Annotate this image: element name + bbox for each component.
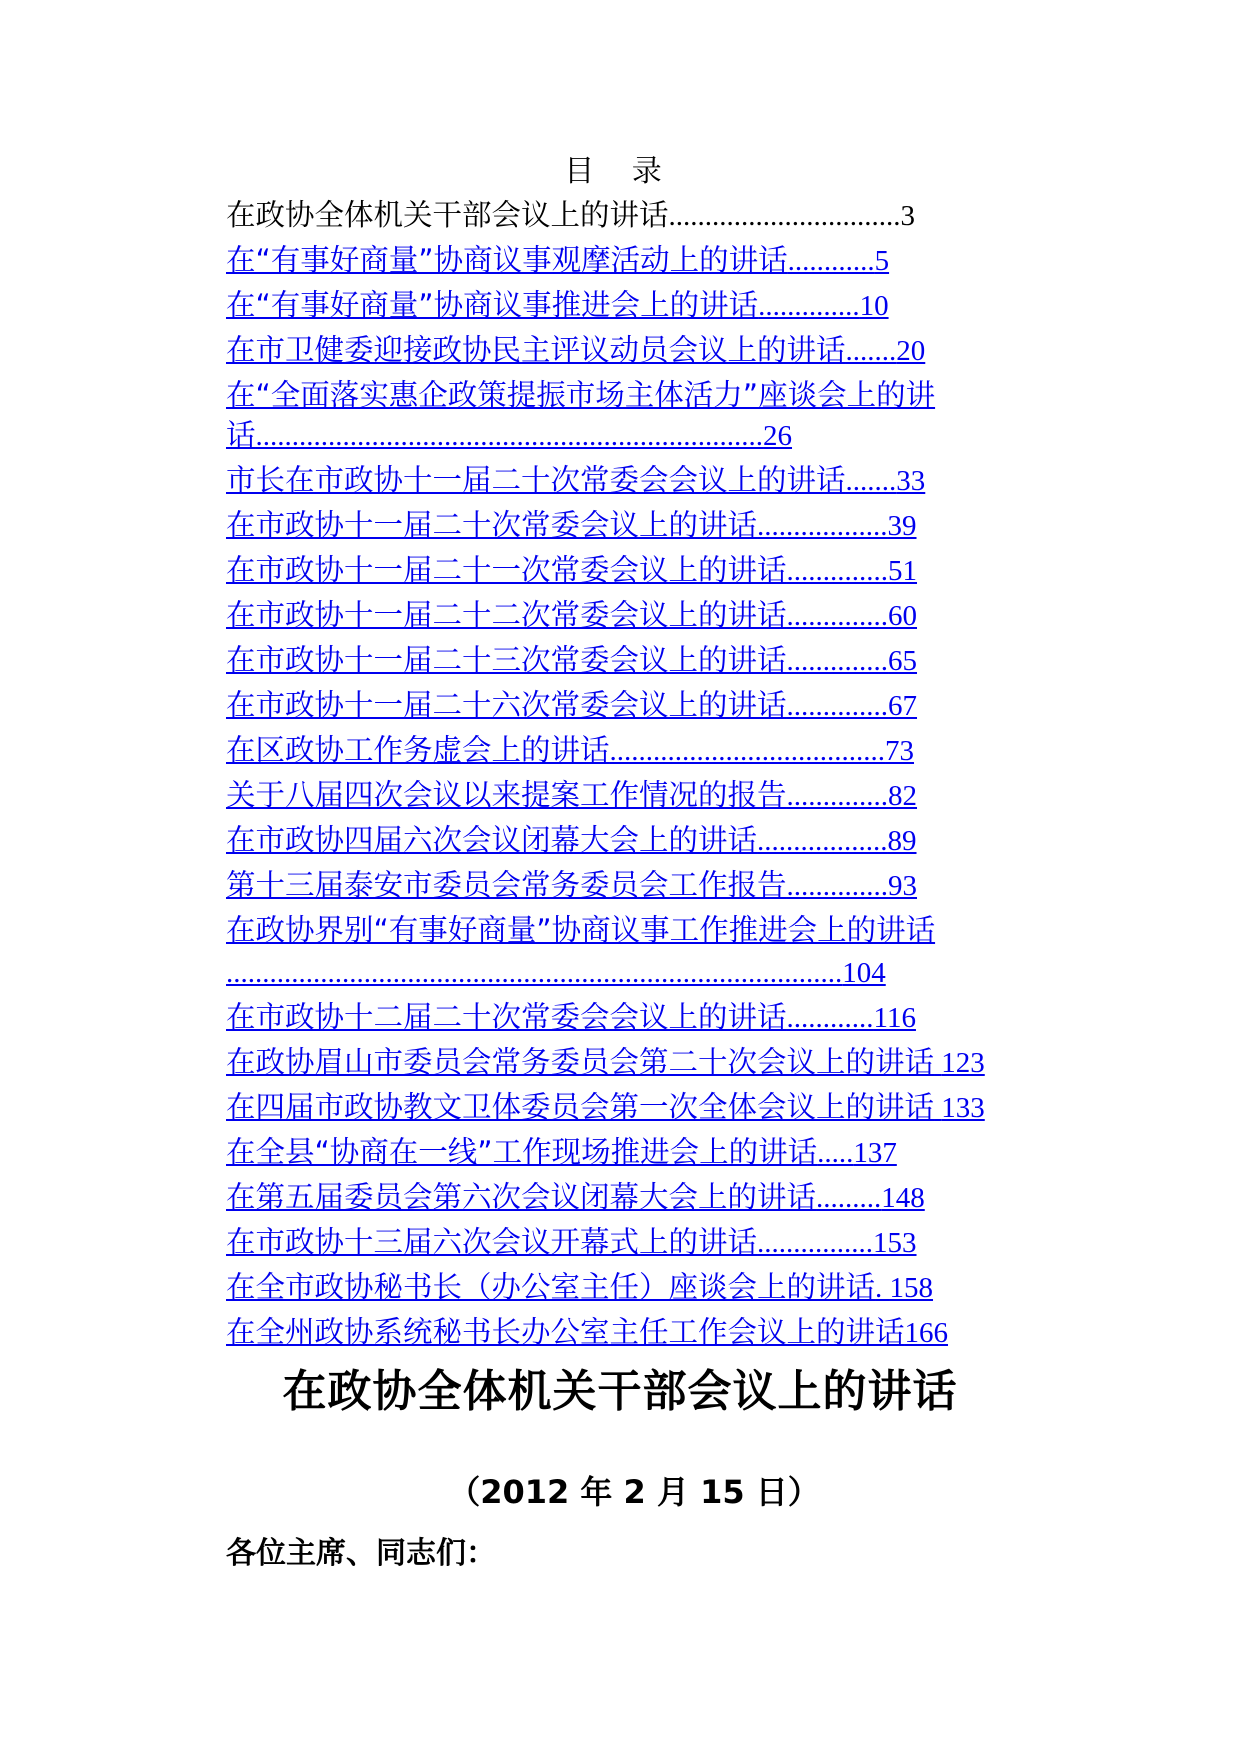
toc-page-number: 137 bbox=[853, 1137, 897, 1169]
toc-leader-dots: ......... bbox=[816, 1182, 882, 1214]
toc-entry-title: 在区政协工作务虚会上的讲话 bbox=[226, 733, 610, 767]
toc-leader-dots: ................................ bbox=[668, 200, 901, 232]
toc-leader-dots: . bbox=[875, 1272, 890, 1304]
toc-page-number: 60 bbox=[888, 600, 918, 632]
toc-leader-dots: ............ bbox=[787, 245, 875, 277]
toc-page-number: 67 bbox=[888, 690, 918, 722]
toc-entry-title: 在市政协十一届二十次常委会议上的讲话 bbox=[226, 508, 758, 542]
toc-entry-title: 在政协全体机关干部会议上的讲话 bbox=[226, 198, 669, 232]
toc-entry-title: 在市政协十一届二十三次常委会议上的讲话 bbox=[226, 643, 787, 677]
toc-entry[interactable] bbox=[226, 1265, 1096, 1310]
toc-page-number: 123 bbox=[941, 1047, 985, 1079]
toc-leader-dots: ....... bbox=[845, 465, 897, 497]
toc-entry-title: 在“有事好商量”协商议事观摩活动上的讲话 bbox=[226, 243, 788, 277]
toc-entry[interactable] bbox=[226, 1175, 1096, 1220]
toc-page-number: 10 bbox=[859, 290, 889, 322]
toc-leader-dots: .............. bbox=[786, 780, 889, 812]
toc-entry[interactable] bbox=[226, 773, 1096, 818]
toc-leader-dots: ................ bbox=[757, 1227, 874, 1259]
toc-leader-dots: ..... bbox=[817, 1137, 854, 1169]
toc-entry[interactable] bbox=[226, 238, 1096, 283]
toc-entry[interactable] bbox=[226, 818, 1096, 863]
toc-entry-title: 在第五届委员会第六次会议闭幕大会上的讲话 bbox=[226, 1180, 817, 1214]
toc-entry[interactable] bbox=[226, 503, 1096, 548]
toc-entry-title: 在市政协十一届二十六次常委会议上的讲话 bbox=[226, 688, 787, 722]
toc-leader-dots: .................. bbox=[757, 825, 888, 857]
toc-entry[interactable] bbox=[226, 1085, 1096, 1130]
toc-leader-dots: .............. bbox=[786, 690, 889, 722]
toc-entry[interactable] bbox=[226, 1220, 1096, 1265]
salutation: 各位主席、同志们： bbox=[226, 1536, 496, 1571]
toc-page-number: 20 bbox=[896, 335, 926, 367]
toc-entry[interactable] bbox=[226, 863, 1096, 908]
toc-page-number: 26 bbox=[763, 420, 793, 452]
toc-entry-title: 在市政协十二届二十次常委会会议上的讲话 bbox=[226, 1000, 787, 1034]
toc-entry[interactable] bbox=[226, 193, 1096, 238]
toc-page-number: 89 bbox=[887, 825, 917, 857]
document-date: （2012 年 2 月 15 日） bbox=[448, 1473, 820, 1511]
toc-entry[interactable] bbox=[226, 1130, 1096, 1175]
toc-title: 目 录 bbox=[564, 154, 676, 189]
toc-entry[interactable] bbox=[226, 328, 1096, 373]
toc-entry[interactable] bbox=[226, 283, 1096, 328]
toc-entry[interactable] bbox=[226, 548, 1096, 593]
toc-entry[interactable] bbox=[226, 683, 1096, 728]
toc-entry[interactable] bbox=[226, 728, 1096, 773]
toc-entry-title: 市长在市政协十一届二十次常委会会议上的讲话 bbox=[226, 463, 846, 497]
toc-page-number: 82 bbox=[888, 780, 918, 812]
document-heading: 在政协全体机关干部会议上的讲话 bbox=[282, 1366, 958, 1417]
toc-entry-title: 在全县“协商在一线”工作现场推进会上的讲话 bbox=[226, 1135, 818, 1169]
toc-page-number: 133 bbox=[941, 1092, 985, 1124]
toc-entry[interactable] bbox=[226, 995, 1096, 1040]
toc-entry-title: 在四届市政协教文卫体委员会第一次全体会议上的讲话 bbox=[226, 1090, 935, 1124]
toc-leader-dots: .............. bbox=[758, 290, 860, 322]
toc-entry[interactable] bbox=[226, 593, 1096, 638]
toc-page-number: 104 bbox=[842, 957, 886, 989]
toc-leader-dots: .............. bbox=[786, 600, 889, 632]
toc-page-number: 73 bbox=[885, 735, 915, 767]
toc-entry[interactable] bbox=[226, 373, 1096, 458]
toc-page-number: 166 bbox=[904, 1317, 949, 1349]
toc-entry-title: 在“有事好商量”协商议事推进会上的讲话 bbox=[226, 288, 759, 322]
toc-page-number: 39 bbox=[887, 510, 917, 542]
toc-entry-title: 在市政协四届六次会议闭幕大会上的讲话 bbox=[226, 823, 758, 857]
toc-entry-title: 在“全面落实惠企政策提振市场主体活力”座谈会上的讲 bbox=[226, 378, 936, 412]
toc-page-number: 158 bbox=[889, 1272, 934, 1304]
toc-entry-title: 第十三届泰安市委员会常务委员会工作报告 bbox=[226, 868, 787, 902]
toc-page-number: 5 bbox=[874, 245, 890, 277]
toc-leader-dots: .............. bbox=[786, 555, 889, 587]
toc-entry[interactable] bbox=[226, 908, 1096, 995]
toc-leader-dots: ..................................................................................... bbox=[226, 957, 843, 989]
toc-entry[interactable] bbox=[226, 638, 1096, 683]
toc-entry-title: 关于八届四次会议以来提案工作情况的报告 bbox=[226, 778, 787, 812]
toc-page-number: 148 bbox=[881, 1182, 925, 1214]
toc-entry-title: 在市政协十一届二十二次常委会议上的讲话 bbox=[226, 598, 787, 632]
toc-page-number: 33 bbox=[896, 465, 926, 497]
toc-entry-title: 在全州政协系统秘书长办公室主任工作会议上的讲话 bbox=[226, 1315, 905, 1349]
toc-leader-dots: ...................................... bbox=[609, 735, 886, 767]
toc-entry-title-cont: 话 bbox=[226, 418, 256, 452]
toc-entry-title: 在市卫健委迎接政协民主评议动员会议上的讲话 bbox=[226, 333, 846, 367]
toc-entry-continuation bbox=[226, 413, 1096, 458]
toc-page-number: 3 bbox=[900, 200, 916, 232]
toc-entry-title: 在市政协十三届六次会议开幕式上的讲话 bbox=[226, 1225, 758, 1259]
toc-page-number: 51 bbox=[888, 555, 918, 587]
toc-leader-dots: ............ bbox=[786, 1002, 874, 1034]
toc-leader-dots: ...................................................................... bbox=[255, 420, 764, 452]
toc-leader-dots: ....... bbox=[845, 335, 897, 367]
toc-entry-title: 在政协界别“有事好商量”协商议事工作推进会上的讲话 bbox=[226, 913, 936, 947]
toc-entry-title: 在市政协十一届二十一次常委会议上的讲话 bbox=[226, 553, 787, 587]
toc-page-number: 93 bbox=[888, 870, 918, 902]
toc-entry[interactable] bbox=[226, 458, 1096, 503]
toc-entry-title: 在政协眉山市委员会常务委员会第二十次会议上的讲话 bbox=[226, 1045, 935, 1079]
toc-entry-title: 在全市政协秘书长（办公室主任）座谈会上的讲话 bbox=[226, 1270, 876, 1304]
toc-entry[interactable] bbox=[226, 1310, 1096, 1355]
table-of-contents bbox=[226, 193, 1096, 1355]
toc-entry-continuation bbox=[226, 950, 1096, 995]
toc-entry[interactable] bbox=[226, 1040, 1096, 1085]
toc-leader-dots: .............. bbox=[786, 645, 889, 677]
toc-page-number: 116 bbox=[873, 1002, 916, 1034]
toc-page-number: 65 bbox=[888, 645, 918, 677]
toc-page-number: 153 bbox=[873, 1227, 917, 1259]
toc-leader-dots: .................. bbox=[757, 510, 888, 542]
toc-leader-dots: .............. bbox=[786, 870, 889, 902]
